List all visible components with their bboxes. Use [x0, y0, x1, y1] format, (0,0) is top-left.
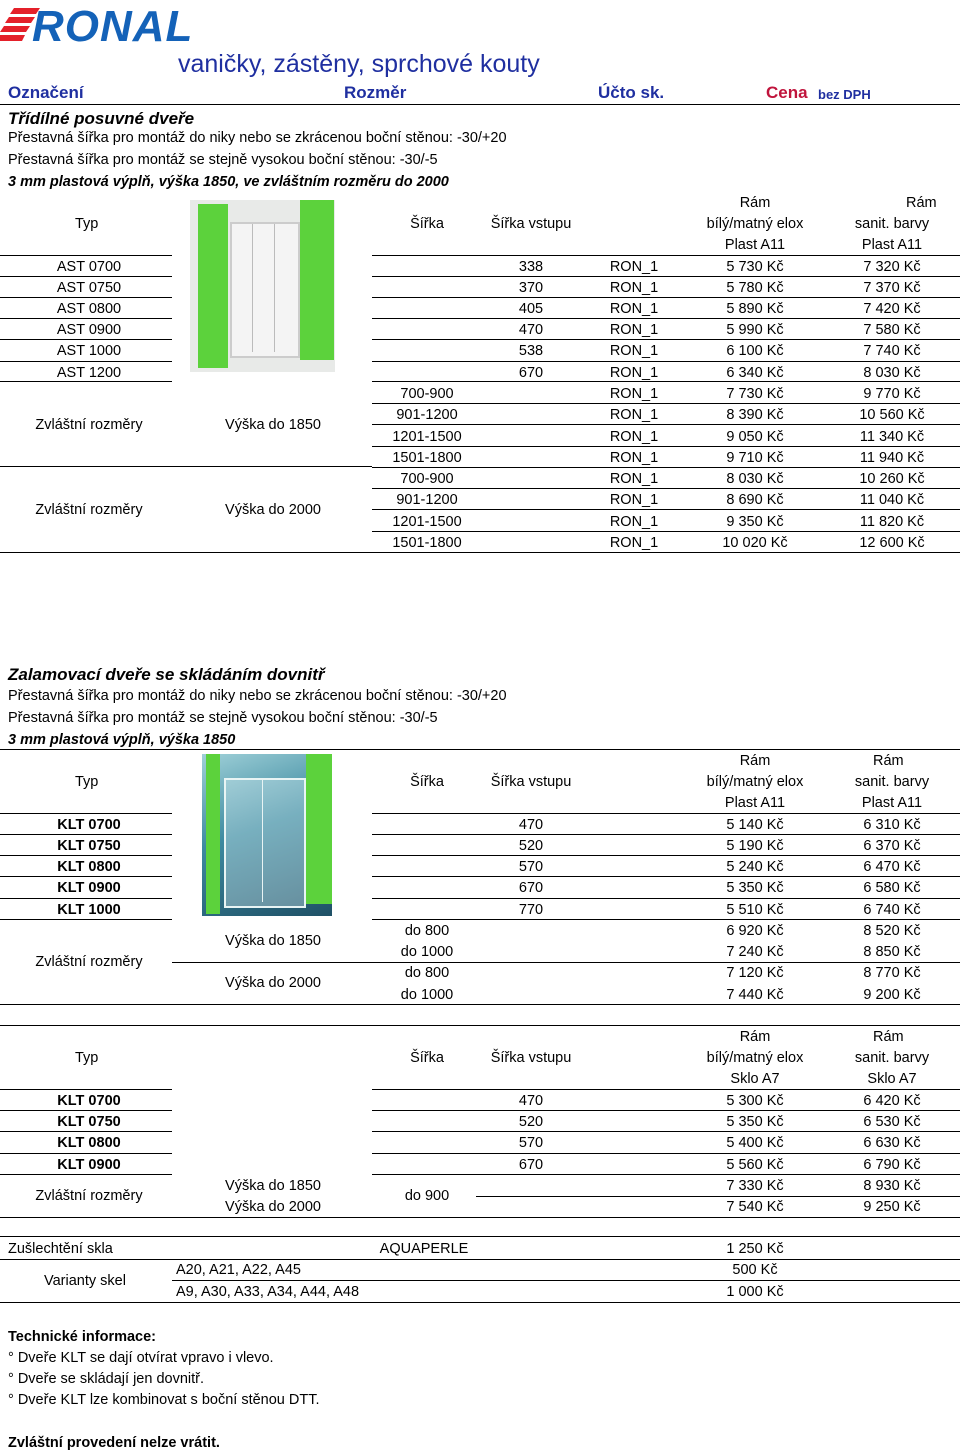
divider	[0, 1025, 960, 1026]
row-divider	[172, 962, 960, 963]
row-divider	[372, 403, 960, 404]
row-divider	[372, 1153, 960, 1154]
account-group: RON_1	[609, 492, 659, 508]
s2-note: Přestavná šířka pro montáž se stejně vysokou boční stěnou: -30/-5	[8, 710, 438, 726]
type-code: KLT 0900	[57, 880, 121, 896]
price-sanit: 6 630 Kč	[863, 1135, 921, 1151]
s1-title: Třídílné posuvné dveře	[8, 109, 195, 128]
type-code: KLT 0750	[57, 838, 121, 854]
price-sanit: 6 580 Kč	[863, 880, 921, 896]
type-code: AST 0700	[56, 259, 122, 275]
account-group: RON_1	[609, 450, 659, 466]
col-ram: Rám	[873, 1029, 904, 1045]
col-typ: Typ	[75, 774, 99, 790]
row-divider	[372, 1110, 960, 1111]
row-divider	[372, 919, 960, 920]
divider	[172, 1280, 960, 1281]
price-sanit: 8 030 Kč	[863, 365, 921, 381]
price-sanit: 10 260 Kč	[859, 471, 925, 487]
type-code: KLT 0750	[57, 1114, 121, 1130]
variant-2: A9, A30, A33, A34, A44, A48	[176, 1284, 360, 1300]
entry-width: 470	[518, 322, 544, 338]
col-sirka: Šířka	[410, 1050, 444, 1066]
account-group: RON_1	[609, 259, 659, 275]
type-code: KLT 1000	[57, 902, 121, 918]
width-range: do 1000	[400, 987, 454, 1003]
special-label: Zvláštní rozměry	[35, 417, 143, 433]
row-divider	[476, 1196, 960, 1197]
col-vstup: Šířka vstupu	[490, 216, 572, 232]
price-elox: 9 710 Kč	[726, 450, 784, 466]
row-divider	[0, 1089, 172, 1090]
price-elox: 7 440 Kč	[726, 987, 784, 1003]
price-sanit: 11 940 Kč	[859, 450, 925, 466]
price-sanit: 7 740 Kč	[863, 343, 921, 359]
col-plast: Plast A11	[724, 237, 786, 253]
height-label: Výška do 2000	[225, 1199, 321, 1215]
type-code: AST 0750	[56, 280, 122, 296]
variant-1: A20, A21, A22, A45	[176, 1262, 301, 1278]
col-elox: bílý/matný elox	[706, 774, 804, 790]
row-divider	[372, 531, 960, 532]
entry-width: 570	[518, 859, 544, 875]
row-divider	[372, 1089, 960, 1090]
row-divider	[372, 276, 960, 277]
entry-width: 570	[518, 1135, 544, 1151]
col-plast: Plast A11	[861, 795, 923, 811]
row-divider	[372, 255, 960, 256]
price-sanit: 6 370 Kč	[863, 838, 921, 854]
col-typ: Typ	[75, 216, 99, 232]
price-elox: 5 990 Kč	[726, 322, 784, 338]
type-code: KLT 0700	[57, 1093, 121, 1109]
type-code: KLT 0900	[57, 1157, 121, 1173]
price-sanit: 7 370 Kč	[863, 280, 921, 296]
type-code: KLT 0800	[57, 1135, 121, 1151]
row-divider	[0, 898, 172, 899]
row-divider	[372, 1174, 960, 1175]
price-elox: 5 300 Kč	[726, 1093, 784, 1109]
s1-note: Přestavná šířka pro montáž se stejně vysokou boční stěnou: -30/-5	[8, 152, 438, 168]
product-photo-klt	[202, 754, 332, 916]
price-sanit: 11 340 Kč	[859, 429, 925, 445]
price-elox: 6 100 Kč	[726, 343, 784, 359]
price-sanit: 7 320 Kč	[863, 259, 921, 275]
col-sanit: sanit. barvy	[854, 216, 930, 232]
row-divider	[372, 876, 960, 877]
col-ram: Rám	[739, 753, 771, 769]
account-group: RON_1	[609, 471, 659, 487]
price-sanit: 6 310 Kč	[863, 817, 921, 833]
row-divider	[372, 813, 960, 814]
entry-width: 670	[518, 365, 544, 381]
row-divider	[0, 919, 172, 920]
col-plast: Plast A11	[724, 795, 786, 811]
price-elox: 5 240 Kč	[726, 859, 784, 875]
type-code: AST 1200	[56, 365, 122, 381]
row-divider	[0, 1217, 960, 1218]
row-divider	[0, 834, 172, 835]
type-code: KLT 0700	[57, 817, 121, 833]
header-oznaceni: Označení	[8, 83, 84, 102]
row-divider	[372, 898, 960, 899]
account-group: RON_1	[609, 429, 659, 445]
row-divider	[372, 834, 960, 835]
price-elox: 5 400 Kč	[726, 1135, 784, 1151]
price-elox: 5 190 Kč	[726, 838, 784, 854]
row-divider	[0, 297, 172, 298]
price-elox: 10 020 Kč	[722, 535, 788, 551]
special-label: Zvláštní rozměry	[35, 1188, 143, 1204]
height-label: Výška do 2000	[225, 502, 321, 518]
price-sanit: 9 250 Kč	[863, 1199, 921, 1215]
price-sanit: 9 200 Kč	[863, 987, 921, 1003]
account-group: RON_1	[609, 280, 659, 296]
entry-width: 470	[518, 1093, 544, 1109]
row-divider	[0, 466, 372, 467]
price-sanit: 9 770 Kč	[863, 386, 921, 402]
header-rozmer: Rozměr	[344, 83, 407, 102]
logo-text: RONAL	[32, 2, 194, 51]
divider	[0, 749, 960, 750]
width-range: 1201-1500	[392, 429, 462, 445]
col-sklo: Sklo A7	[730, 1071, 780, 1087]
width-range: 901-1200	[396, 407, 458, 423]
price-elox: 5 510 Kč	[726, 902, 784, 918]
width-range: 1501-1800	[392, 450, 462, 466]
divider	[0, 1259, 960, 1260]
tech-item: ° Dveře KLT lze kombinovat s boční stěnou DTT.	[8, 1392, 320, 1408]
row-divider	[372, 297, 960, 298]
price-elox: 5 780 Kč	[726, 280, 784, 296]
row-divider	[372, 467, 960, 468]
col-elox: bílý/matný elox	[706, 1050, 804, 1066]
account-group: RON_1	[609, 386, 659, 402]
tech-title: Technické informace:	[8, 1329, 157, 1345]
account-group: RON_1	[609, 322, 659, 338]
s2-note: Přestavná šířka pro montáž do niky nebo se zkrácenou boční stěnou: -30/+20	[8, 688, 507, 704]
entry-width: 770	[518, 902, 544, 918]
height-label: Výška do 1850	[225, 933, 321, 949]
entry-width: 520	[518, 1114, 544, 1130]
entry-width: 538	[518, 343, 544, 359]
price-elox: 5 140 Kč	[726, 817, 784, 833]
glass-label: Zušlechtění skla	[8, 1241, 113, 1257]
price-elox: 5 560 Kč	[726, 1157, 784, 1173]
row-divider	[0, 1153, 172, 1154]
price-sanit: 12 600 Kč	[859, 535, 925, 551]
row-divider	[0, 1004, 960, 1005]
width-range: 1201-1500	[392, 514, 462, 530]
col-sanit: sanit. barvy	[854, 774, 930, 790]
width-range: do 800	[404, 965, 450, 981]
row-divider	[0, 381, 172, 382]
price-elox: 7 330 Kč	[726, 1178, 784, 1194]
divider	[0, 1236, 960, 1237]
col-sklo: Sklo A7	[867, 1071, 917, 1087]
entry-width: 370	[518, 280, 544, 296]
col-sirka: Šířka	[410, 216, 444, 232]
entry-width: 338	[518, 259, 544, 275]
row-divider	[0, 276, 172, 277]
row-divider	[0, 855, 172, 856]
price-elox: 5 730 Kč	[726, 259, 784, 275]
price-sanit: 11 820 Kč	[859, 514, 925, 530]
price-elox: 6 920 Kč	[726, 923, 784, 939]
header-bez-dph: bez DPH	[818, 87, 871, 102]
height-label: Výška do 1850	[225, 417, 321, 433]
row-divider	[372, 361, 960, 362]
row-divider	[0, 1131, 172, 1132]
account-group: RON_1	[609, 301, 659, 317]
width-range: 700-900	[400, 386, 454, 402]
price-elox: 8 690 Kč	[726, 492, 784, 508]
divider	[0, 1302, 960, 1303]
price-sanit: 8 520 Kč	[863, 923, 921, 939]
col-plast: Plast A11	[861, 237, 923, 253]
row-divider	[0, 255, 172, 256]
variant-1-price: 500 Kč	[732, 1262, 778, 1278]
width-range: 700-900	[400, 471, 454, 487]
price-elox: 6 340 Kč	[726, 365, 784, 381]
row-divider	[372, 381, 960, 382]
col-vstup: Šířka vstupu	[490, 774, 572, 790]
type-code: AST 0800	[56, 301, 122, 317]
product-photo-ast	[190, 200, 335, 372]
header-ucto: Účto sk.	[598, 83, 665, 102]
row-divider	[0, 361, 172, 362]
account-group: RON_1	[609, 365, 659, 381]
height-label: Výška do 1850	[225, 1178, 321, 1194]
price-elox: 7 240 Kč	[726, 944, 784, 960]
variant-2-price: 1 000 Kč	[726, 1284, 784, 1300]
row-divider	[0, 552, 960, 553]
price-elox: 7 730 Kč	[726, 386, 784, 402]
special-label: Zvláštní rozměry	[35, 502, 143, 518]
s2-title: Zalamovací dveře se skládáním dovnitř	[8, 665, 325, 684]
account-group: RON_1	[609, 343, 659, 359]
account-group: RON_1	[609, 535, 659, 551]
price-elox: 5 350 Kč	[726, 1114, 784, 1130]
type-code: AST 1000	[56, 343, 122, 359]
price-sanit: 6 530 Kč	[863, 1114, 921, 1130]
price-sanit: 11 040 Kč	[859, 492, 925, 508]
price-sanit: 10 560 Kč	[859, 407, 925, 423]
col-sanit: sanit. barvy	[854, 1050, 930, 1066]
footer-note: Zvláštní provedení nelze vrátit.	[8, 1435, 220, 1451]
price-sanit: 8 770 Kč	[863, 965, 921, 981]
price-elox: 7 120 Kč	[726, 965, 784, 981]
col-ram: Rám	[906, 195, 937, 211]
row-divider	[372, 339, 960, 340]
width-range: do 900	[404, 1188, 450, 1204]
entry-width: 405	[518, 301, 544, 317]
width-range: do 1000	[400, 944, 454, 960]
account-group: RON_1	[609, 407, 659, 423]
row-divider	[0, 1110, 172, 1111]
entry-width: 670	[518, 880, 544, 896]
tech-item: ° Dveře se skládají jen dovnitř.	[8, 1371, 204, 1387]
price-elox: 9 050 Kč	[726, 429, 784, 445]
col-ram: Rám	[739, 195, 771, 211]
price-elox: 5 890 Kč	[726, 301, 784, 317]
price-elox: 5 350 Kč	[726, 880, 784, 896]
price-sanit: 6 420 Kč	[863, 1093, 921, 1109]
col-vstup: Šířka vstupu	[490, 1050, 572, 1066]
price-elox: 8 030 Kč	[726, 471, 784, 487]
row-divider	[0, 339, 172, 340]
width-range: do 800	[404, 923, 450, 939]
special-label: Zvláštní rozměry	[35, 954, 143, 970]
col-typ: Typ	[75, 1050, 99, 1066]
row-divider	[0, 318, 172, 319]
page-title: vaničky, zástěny, sprchové kouty	[178, 50, 540, 78]
price-sanit: 8 850 Kč	[863, 944, 921, 960]
width-range: 1501-1800	[392, 535, 462, 551]
row-divider	[372, 446, 960, 447]
price-sanit: 8 930 Kč	[863, 1178, 921, 1194]
entry-width: 520	[518, 838, 544, 854]
price-sanit: 6 740 Kč	[863, 902, 921, 918]
divider	[0, 104, 960, 105]
col-elox: bílý/matný elox	[706, 216, 804, 232]
price-sanit: 7 580 Kč	[863, 322, 921, 338]
account-group: RON_1	[609, 514, 659, 530]
ronal-logo	[0, 0, 270, 50]
entry-width: 670	[518, 1157, 544, 1173]
row-divider	[0, 876, 172, 877]
row-divider	[0, 1174, 172, 1175]
width-range: 901-1200	[396, 492, 458, 508]
price-elox: 7 540 Kč	[726, 1199, 784, 1215]
header-cena: Cena	[766, 83, 808, 102]
price-elox: 8 390 Kč	[726, 407, 784, 423]
row-divider	[372, 318, 960, 319]
entry-width: 470	[518, 817, 544, 833]
col-sirka: Šířka	[410, 774, 444, 790]
variants-label: Varianty skel	[44, 1273, 126, 1289]
row-divider	[372, 424, 960, 425]
price-elox: 9 350 Kč	[726, 514, 784, 530]
row-divider	[0, 813, 172, 814]
height-label: Výška do 2000	[225, 975, 321, 991]
s2-note: 3 mm plastová výplň, výška 1850	[8, 732, 236, 748]
row-divider	[372, 1131, 960, 1132]
col-ram: Rám	[739, 1029, 771, 1045]
col-ram: Rám	[873, 753, 904, 769]
s1-note: 3 mm plastová výplň, výška 1850, ve zvláštním rozměru do 2000	[8, 174, 449, 190]
tech-item: ° Dveře KLT se dají otvírat vpravo i vlevo.	[8, 1350, 274, 1366]
glass-name: AQUAPERLE	[379, 1241, 469, 1257]
s1-note: Přestavná šířka pro montáž do niky nebo se zkrácenou boční stěnou: -30/+20	[8, 130, 507, 146]
glass-price: 1 250 Kč	[726, 1241, 784, 1257]
price-sanit: 7 420 Kč	[863, 301, 921, 317]
price-sanit: 6 790 Kč	[863, 1157, 921, 1173]
type-code: KLT 0800	[57, 859, 121, 875]
price-sanit: 6 470 Kč	[863, 859, 921, 875]
type-code: AST 0900	[56, 322, 122, 338]
row-divider	[372, 855, 960, 856]
row-divider	[372, 488, 960, 489]
row-divider	[372, 509, 960, 510]
